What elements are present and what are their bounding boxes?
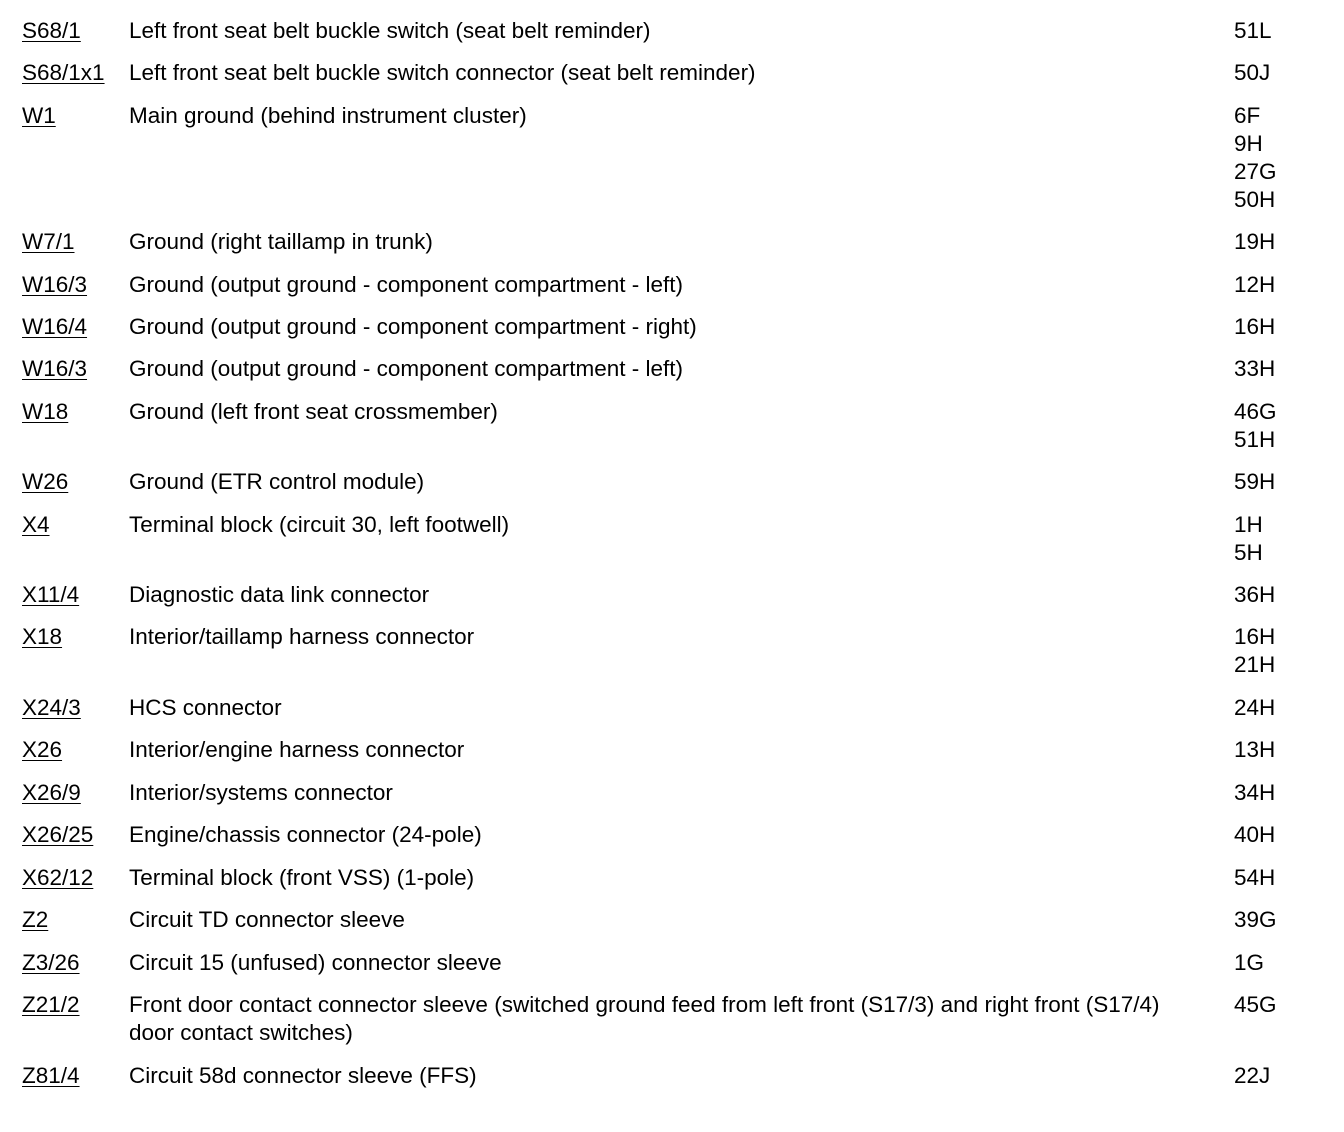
component-code-link[interactable]: X26/9 (22, 780, 81, 805)
grid-location: 19H (1234, 229, 1276, 254)
grid-location: 51L (1234, 18, 1272, 43)
grid-locations (1234, 736, 1334, 764)
grid-location: 36H (1234, 582, 1276, 607)
grid-location: 27G (1234, 159, 1277, 184)
grid-location: 40H (1234, 822, 1276, 847)
grid-locations (1234, 102, 1334, 214)
grid-location: 51H (1234, 427, 1276, 452)
grid-location: 34H (1234, 780, 1276, 805)
component-code-link[interactable]: X24/3 (22, 695, 81, 720)
component-code-link[interactable]: W1 (22, 103, 56, 128)
grid-locations (1234, 271, 1334, 299)
grid-locations (1234, 581, 1334, 609)
grid-location: 33H (1234, 356, 1276, 381)
component-description: Circuit 58d connector sleeve (FFS) (129, 1063, 477, 1088)
grid-location: 16H (1234, 314, 1276, 339)
grid-location: 21H (1234, 652, 1276, 677)
grid-locations (1234, 228, 1334, 256)
grid-locations (1234, 864, 1334, 892)
component-code-link[interactable]: W26 (22, 469, 69, 494)
component-description: HCS connector (129, 695, 282, 720)
grid-locations (1234, 398, 1334, 454)
component-description: Engine/chassis connector (24-pole) (129, 822, 482, 847)
grid-location: 46G (1234, 399, 1277, 424)
component-description: Ground (output ground - component compartment - left) (129, 272, 684, 297)
grid-location: 54H (1234, 865, 1276, 890)
component-description: Diagnostic data link connector (129, 582, 430, 607)
component-code-link[interactable]: Z81/4 (22, 1063, 80, 1088)
grid-locations (1234, 511, 1334, 567)
grid-locations (1234, 949, 1334, 977)
component-description: Terminal block (circuit 30, left footwell) (129, 512, 510, 537)
component-description: Interior/taillamp harness connector (129, 624, 475, 649)
component-code-link[interactable]: W16/3 (22, 356, 88, 381)
component-code-link[interactable]: X18 (22, 624, 63, 649)
grid-location: 6F (1234, 103, 1261, 128)
component-description: Left front seat belt buckle switch (seat belt reminder) (129, 18, 651, 43)
component-code-link[interactable]: Z3/26 (22, 950, 80, 975)
grid-location: 45G (1234, 992, 1277, 1017)
grid-locations (1234, 906, 1334, 934)
grid-location: 5H (1234, 540, 1263, 565)
grid-locations (1234, 313, 1334, 341)
component-description: Ground (left front seat crossmember) (129, 399, 498, 424)
grid-locations (1234, 59, 1334, 87)
grid-locations (1234, 1062, 1334, 1090)
component-code-link[interactable]: X11/4 (22, 582, 80, 607)
component-description: Interior/engine harness connector (129, 737, 465, 762)
grid-location: 1H (1234, 512, 1263, 537)
grid-location: 22J (1234, 1063, 1271, 1088)
component-description: Interior/systems connector (129, 780, 393, 805)
component-code-link[interactable]: X26 (22, 737, 63, 762)
grid-location: 59H (1234, 469, 1276, 494)
component-code-link[interactable]: X26/25 (22, 822, 94, 847)
grid-locations (1234, 17, 1334, 45)
grid-locations (1234, 779, 1334, 807)
component-code-link[interactable]: X62/12 (22, 865, 94, 890)
component-code-link[interactable]: W16/4 (22, 314, 88, 339)
grid-location: 24H (1234, 695, 1276, 720)
component-description: Front door contact connector sleeve (switched ground feed from left front (S17/3) and right front (S17/4) door contact switches) (129, 992, 1160, 1045)
component-description: Circuit TD connector sleeve (129, 907, 405, 932)
component-description: Ground (ETR control module) (129, 469, 425, 494)
component-description: Terminal block (front VSS) (1-pole) (129, 865, 475, 890)
component-code-link[interactable]: S68/1 (22, 18, 81, 43)
grid-location: 1G (1234, 950, 1265, 975)
grid-location: 12H (1234, 272, 1276, 297)
grid-location: 16H (1234, 624, 1276, 649)
component-code-link[interactable]: W18 (22, 399, 69, 424)
component-code-link[interactable]: W16/3 (22, 272, 88, 297)
component-description: Left front seat belt buckle switch connector (seat belt reminder) (129, 60, 756, 85)
grid-locations (1234, 468, 1334, 496)
component-description: Circuit 15 (unfused) connector sleeve (129, 950, 502, 975)
grid-location: 50J (1234, 60, 1271, 85)
grid-locations (1234, 694, 1334, 722)
grid-locations (1234, 821, 1334, 849)
component-code-link[interactable]: W7/1 (22, 229, 75, 254)
grid-locations (1234, 623, 1334, 679)
component-description: Main ground (behind instrument cluster) (129, 103, 527, 128)
grid-locations (1234, 355, 1334, 383)
component-code-link[interactable]: Z21/2 (22, 992, 80, 1017)
component-code-link[interactable]: S68/1x1 (22, 60, 105, 85)
component-description: Ground (right taillamp in trunk) (129, 229, 433, 254)
grid-location: 13H (1234, 737, 1276, 762)
grid-location: 9H (1234, 131, 1263, 156)
grid-location: 39G (1234, 907, 1277, 932)
component-code-link[interactable]: X4 (22, 512, 50, 537)
grid-location: 50H (1234, 187, 1276, 212)
component-description: Ground (output ground - component compartment - right) (129, 314, 697, 339)
component-code-link[interactable]: Z2 (22, 907, 49, 932)
grid-locations (1234, 991, 1334, 1019)
component-description: Ground (output ground - component compartment - left) (129, 356, 684, 381)
